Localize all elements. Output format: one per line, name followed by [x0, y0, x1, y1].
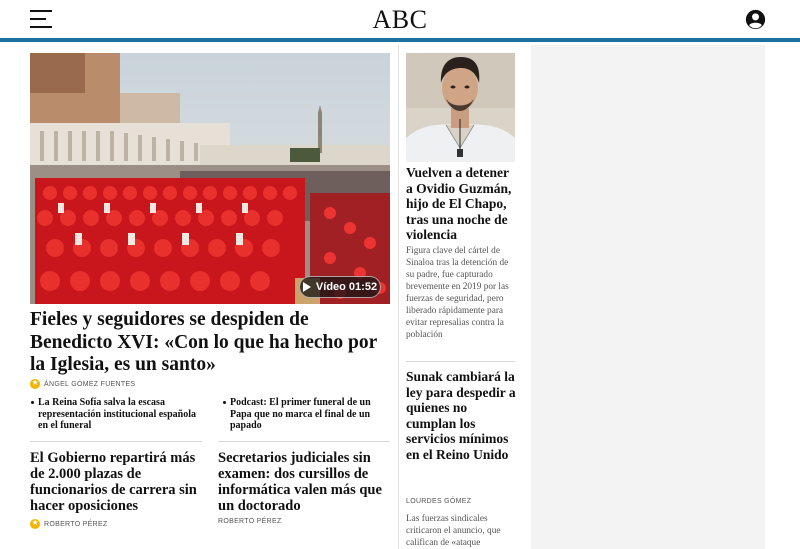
secondary-story-author-1 [30, 519, 108, 529]
author-star-icon [30, 379, 40, 389]
side-story-author-2 [406, 498, 471, 505]
header-accent-bar [0, 38, 800, 42]
related-link-1[interactable]: La Reina Sofía salva la escasa representación institucional española en el funeral [38, 397, 198, 432]
secondary-story-title-2[interactable]: Secretarios judiciales sin examen: dos cursillos de informática valen más que un doctorado [218, 450, 382, 514]
site-logo[interactable]: ABC [372, 5, 428, 34]
play-icon [303, 282, 311, 292]
side-story-title-1[interactable]: Vuelven a detener a Ovidio Guzmán, hijo de El Chapo, tras una noche de violencia [406, 165, 512, 242]
author-name[interactable]: ROBERTO PÉREZ [218, 518, 282, 525]
author-name[interactable]: LOURDES GÓMEZ [406, 498, 472, 505]
side-story-title-2[interactable]: Sunak cambiará la ley para despedir a quienes no cumplan los servicios mínimos en el Reino Unido [406, 369, 516, 462]
video-duration-label: Vídeo 01:52 [315, 281, 378, 293]
side-story-summary-1: Figura clave del cártel de Sinaloa tras la detención de su padre, fue capturado brevemente en 2019 por las fuerzas de seguridad, pero liberado rápidamente para evitar represalias contra la población [406, 246, 509, 340]
author-name[interactable]: ÁNGEL GÓMEZ FUENTES [44, 380, 136, 388]
divider [30, 441, 202, 442]
site-header [0, 0, 800, 39]
portrait-photo [406, 53, 515, 162]
side-story-summary-2: Las fuerzas sindicales criticaron el anuncio, que califican de «ataque [406, 514, 501, 548]
user-account-icon[interactable] [745, 9, 766, 30]
divider [406, 361, 515, 362]
main-story-image[interactable] [30, 53, 390, 304]
related-link-2[interactable]: Podcast: El primer funeral de un Papa que no marca el final de un papado [230, 397, 390, 432]
author-name[interactable]: ROBERTO PÉREZ [44, 520, 108, 528]
ad-column [531, 45, 765, 549]
main-story-author [30, 379, 135, 389]
secondary-story-author-2 [218, 518, 282, 525]
main-story-title[interactable]: Fieles y seguidores se despiden de Benedicto XVI: «Con lo que ha hecho por la Iglesia, es un santo» [30, 309, 377, 375]
secondary-story-title-1[interactable]: El Gobierno repartirá más de 2.000 plazas de funcionarios de carrera sin hacer oposiciones [30, 450, 197, 514]
video-play-button[interactable] [299, 276, 381, 298]
divider [218, 441, 390, 442]
side-story-image[interactable] [406, 53, 515, 162]
st-peters-square-photo [30, 53, 390, 304]
column-divider [398, 45, 399, 549]
author-star-icon [30, 519, 40, 529]
